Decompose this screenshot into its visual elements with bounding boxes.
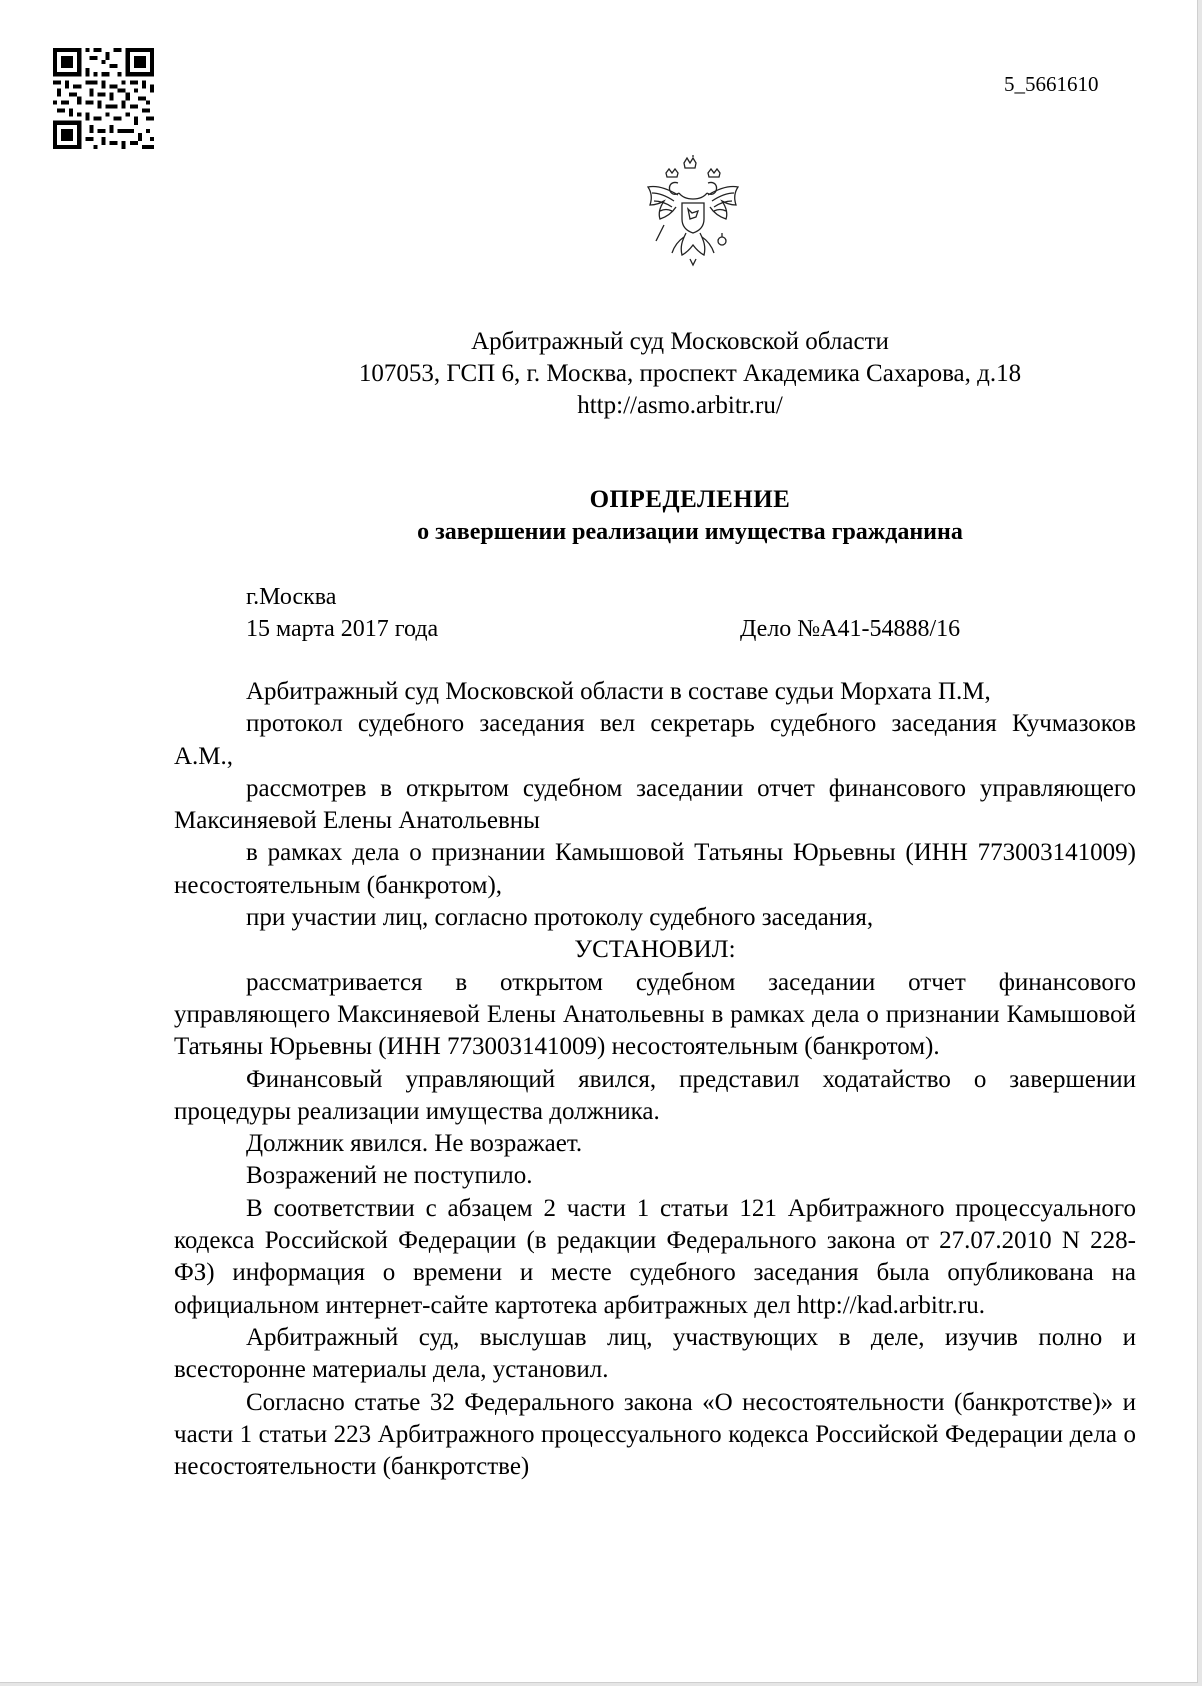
document-subtitle: о завершении реализации имущества гражданина (417, 519, 963, 545)
court-name: Арбитражный суд Московской области (471, 328, 889, 355)
paragraph: при участии лиц, согласно протоколу судебного заседания, (246, 904, 874, 932)
section-heading: УСТАНОВИЛ: (574, 936, 736, 964)
paragraph: протокол судебного заседания вел секретарь судебного заседания Кучмазоков А.М., (174, 710, 1136, 770)
paragraph: Финансовый управляющий явился, представил ходатайство о завершении процедуры реализации имущества должника. (174, 1065, 1136, 1125)
case-number: Дело №А41-54888/16 (740, 616, 961, 642)
qr-code-icon (53, 48, 154, 149)
court-website: http://asmo.arbitr.ru/ (577, 392, 783, 419)
paragraph: Должник явился. Не возражает. (246, 1130, 583, 1158)
document-number: 5_5661610 (1004, 72, 1099, 96)
paragraph: рассматривается в открытом судебном заседании отчет финансового управляющего Максиняевой Елены Анатольевны в рамках дела о признании Камышовой Татьяны Юрьевны (ИНН 773003141009) несостоятельным (банкротом). (174, 968, 1136, 1061)
paragraph: В соответствии с абзацем 2 части 1 статьи 121 Арбитражного процессуального кодекса Российской Федерации (в редакции Федерального закона от 27.07.2010 N 228-ФЗ) информация о времени и месте судебного заседания была опубликована на официальном интернет-сайте картотека арбитражных дел http://kad.arbitr.ru. (174, 1194, 1136, 1319)
court-address: 107053, ГСП 6, г. Москва, проспект Академика Сахарова, д.18 (358, 360, 1022, 387)
paragraph: в рамках дела о признании Камышовой Татьяны Юрьевны (ИНН 773003141009) несостоятельным (банкротом), (174, 839, 1136, 899)
document-body (174, 676, 1136, 1483)
paragraph: Возражений не поступило. (246, 1162, 533, 1190)
document-city: г.Москва (246, 584, 337, 610)
paragraph: Согласно статье 32 Федерального закона «О несостоятельности (банкротстве)» и части 1 статьи 223 Арбитражного процессуального кодекса Российской Федерации дела о несостоятельности (банкротстве) (174, 1388, 1136, 1481)
paragraph: Арбитражный суд, выслушав лиц, участвующих в деле, изучив полно и всесторонне материалы дела, установил. (174, 1323, 1136, 1384)
document-date: 15 марта 2017 года (246, 616, 439, 642)
paragraph: Арбитражный суд Московской области в составе судьи Морхата П.М, (246, 678, 991, 705)
document-title: ОПРЕДЕЛЕНИЕ (589, 486, 791, 513)
paragraph: рассмотрев в открытом судебном заседании отчет финансового управляющего Максиняевой Елены Анатольевны (174, 774, 1136, 835)
coat-of-arms-icon (638, 155, 748, 275)
